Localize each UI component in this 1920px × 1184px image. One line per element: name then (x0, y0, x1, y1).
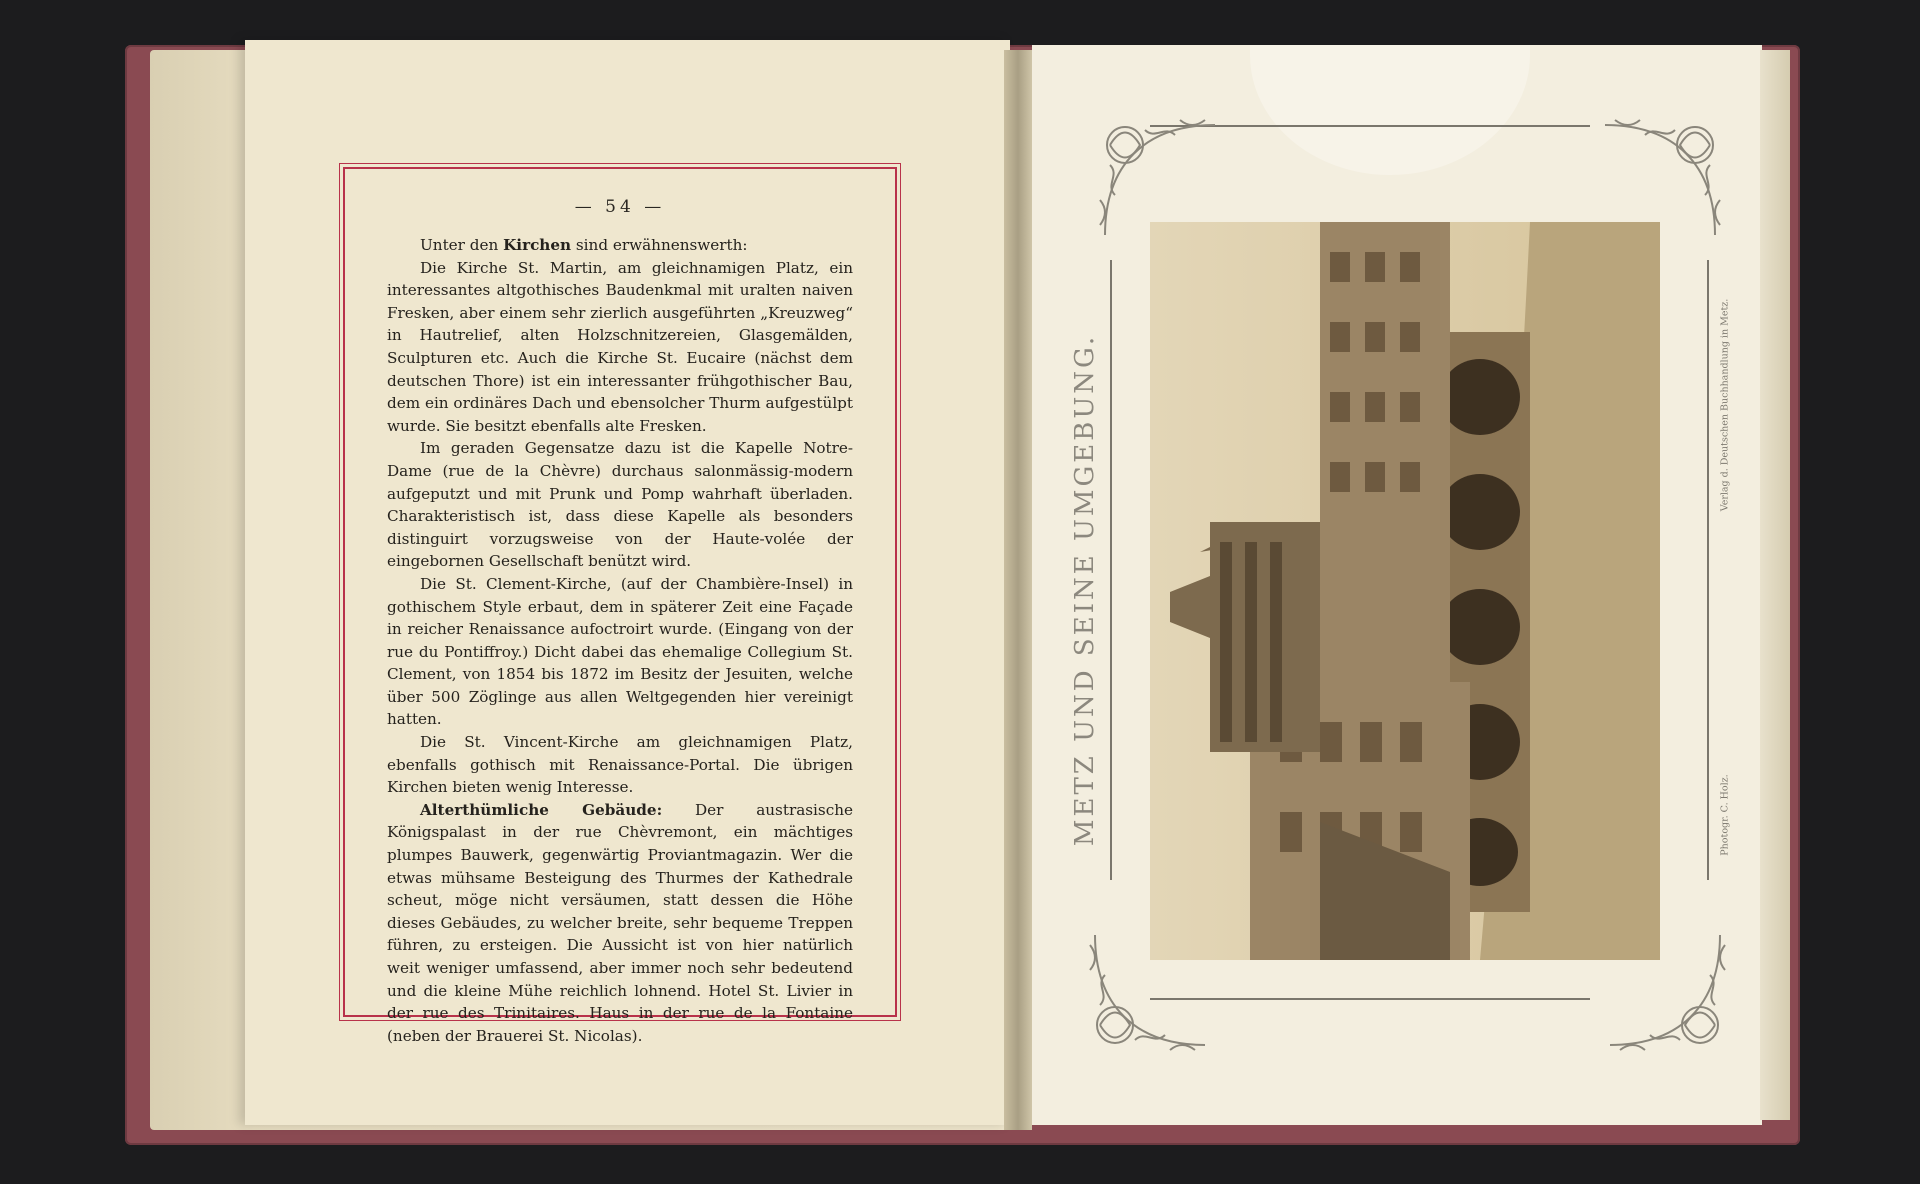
frame-line-right (1707, 260, 1709, 880)
paragraph: Die Kirche St. Martin, am gleichnamigen Platz, ein interessantes altgothisches Baudenkmal mit uralten naiven Fresken, aber einem sehr zierlich ausgeführten „Kreuzweg“ in Hautrelief, alten Holzschnitzereien, Glasgemälden, Sculpturen etc. Auch die Kirche St. Eucaire (nächst dem deutschen Thore) ist ein interessanter frühgothischer Bau, dem ein ordinäres Dach und ebensolcher Thurm aufgestülpt wurde. Sie besitzt ebenfalls alte Fresken. (387, 258, 853, 435)
frame-line-left (1110, 260, 1112, 880)
photographer-credit: Photogr. C. Holz. (1719, 774, 1731, 856)
paragraph: Unter den Kirchen sind erwähnenswerth: (420, 236, 748, 254)
photograph-metz (1150, 222, 1660, 960)
paragraph: Die St. Clement-Kirche, (auf der Chambière-Insel) in gothischem Style erbaut, dem in späterer Zeit eine Façade in reicher Renaissance aufoctroirt wurde. (Eingang von der rue du Pontiffroy.) Dicht dabei das ehemalige Collegium St. Clement, von 1854 bis 1872 im Besitz der Jesuiten, welche über 500 Zöglinge aus allen Weltgegenden hier vereinigt hatten. (387, 574, 853, 729)
text-frame (343, 167, 897, 1045)
album-title: METZ UND SEINE UMGEBUNG. (1070, 333, 1100, 847)
paragraph: Die St. Vincent-Kirche am gleichnamigen Platz, ebenfalls gothisch mit Renaissance-Portal. Die übrigen Kirchen bieten wenig Interesse. (387, 733, 853, 797)
paragraph: Alterthümliche Gebäude: Der austrasische Königspalast in der rue Chèvremont, ein mächtiges plumpes Bauwerk, gegenwärtig Proviantmagazin. Wer die etwas mühsame Besteigung des Thurmes der Kathedrale scheut, möge nicht versäumen, statt dessen die Höhe dieses Gebäudes, zu welcher breite, sehr bequeme Treppen führen, zu ersteigen. Die Aussicht ist von hier natürlich weit weniger umfassend, aber immer noch sehr bedeutend und die kleine Mühe reichlich lohnend. Hotel St. Livier in der rue des Trinitaires. Haus in der rue de la Fontaine (neben der Brauerei St. Nicolas). (387, 800, 853, 1045)
book-gutter (1004, 50, 1032, 1130)
publisher-credit: Verlag d. Deutschen Buchhandlung in Metz. (1719, 298, 1731, 512)
photograph-scene (1150, 222, 1660, 960)
body-text (387, 234, 853, 1047)
page-number: — 54 — (574, 197, 666, 217)
paragraph: Im geraden Gegensatze dazu ist die Kapelle Notre-Dame (rue de la Chèvre) durchaus salonmässig-modern aufgeputzt und mit Prunk und Pomp wahrhaft überladen. Charakteristisch ist, dass diese Kapelle als besonders distinguirt vorzugsweise von der Haute-volée der eingebornen Gesellschaft benützt wird. (387, 439, 853, 571)
right-page-stack (1760, 50, 1790, 1120)
